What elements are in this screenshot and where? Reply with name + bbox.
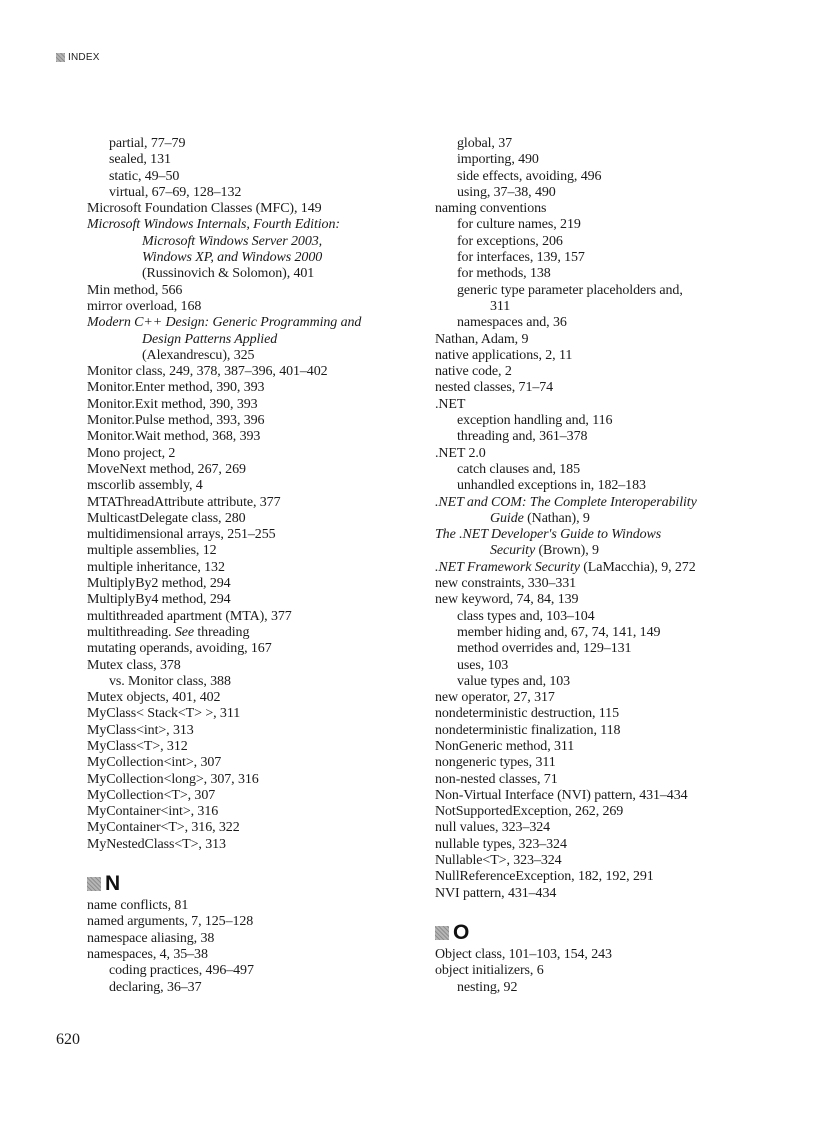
index-entry: multiple assemblies, 12 [87,543,217,559]
index-entry: nondeterministic finalization, 118 [435,722,621,738]
index-entry: Nathan, Adam, 9 [435,331,529,347]
index-entry: Nullable<T>, 323–324 [435,853,562,869]
index-entry: Mutex class, 378 [87,657,181,673]
section-letter-n [87,871,397,897]
index-entry: for culture names, 219 [457,217,581,233]
index-entry: static, 49–50 [109,168,180,184]
index-entry: MyNestedClass<T>, 313 [87,836,226,852]
index-entry: global, 37 [457,136,512,151]
index-entry: .NET 2.0 [435,445,486,461]
index-entry: method overrides and, 129–131 [457,641,632,657]
index-entry: threading and, 361–378 [457,429,588,445]
index-entry: Design Patterns Applied [142,331,278,347]
index-entry: nongeneric types, 311 [435,755,556,771]
index-group-m [87,136,397,853]
index-column-right [435,136,735,996]
index-entry: Min method, 566 [87,282,183,298]
index-group-n [87,898,397,996]
index-entry: for interfaces, 139, 157 [457,250,585,266]
index-entry: for exceptions, 206 [457,233,563,249]
section-marker-icon [87,877,101,891]
index-entry: native code, 2 [435,364,512,380]
index-entry: nullable types, 323–324 [435,836,567,852]
index-entry: .NET [435,396,466,412]
index-entry: .NET and COM: The Complete Interoperability [435,494,697,510]
index-entry: multithreaded apartment (MTA), 377 [87,608,292,624]
index-entry: MyContainer<int>, 316 [87,804,219,820]
index-entry: NonGeneric method, 311 [435,738,575,754]
index-entry: generic type parameter placeholders and, [457,282,683,298]
index-entry: Mono project, 2 [87,445,176,461]
page-number: 620 [56,1031,80,1048]
index-entry: new constraints, 330–331 [435,576,577,592]
index-entry: importing, 490 [457,152,539,168]
index-entry: Non-Virtual Interface (NVI) pattern, 431–434 [435,787,688,803]
index-entry: named arguments, 7, 125–128 [87,914,254,930]
index-entry: Windows XP, and Windows 2000 [142,250,323,266]
index-entry: 311 [490,298,511,314]
index-entry: name conflicts, 81 [87,898,189,914]
index-entry: Monitor.Pulse method, 393, 396 [87,413,265,429]
index-entry: object initializers, 6 [435,963,544,979]
index-entry: MyCollection<long>, 307, 316 [87,771,259,787]
index-entry: multidimensional arrays, 251–255 [87,527,276,543]
index-entry: native applications, 2, 11 [435,347,573,363]
index-entry: MulticastDelegate class, 280 [87,510,246,526]
index-entry: Monitor.Enter method, 390, 393 [87,380,265,396]
index-entry: sealed, 131 [109,152,171,168]
index-entry: class types and, 103–104 [457,608,595,624]
index-entry: Monitor.Exit method, 390, 393 [87,396,258,412]
running-header [56,52,100,63]
index-entry: Monitor class, 249, 378, 387–396, 401–402 [87,364,328,380]
section-letter-label: N [105,872,121,896]
index-entry: mirror overload, 168 [87,298,202,314]
index-entry: (Russinovich & Solomon), 401 [142,266,315,282]
index-column-left [87,136,397,996]
index-entry: exception handling and, 116 [457,413,613,429]
index-entry: nested classes, 71–74 [435,380,554,396]
index-entry: unhandled exceptions in, 182–183 [457,478,646,494]
index-entry: namespace aliasing, 38 [87,930,215,946]
index-entry: partial, 77–79 [109,136,186,151]
section-marker-icon [435,926,449,940]
index-entry: MyCollection<T>, 307 [87,787,216,803]
index-entry: for methods, 138 [457,266,551,282]
index-entry: NVI pattern, 431–434 [435,885,557,901]
index-entry: MultiplyBy2 method, 294 [87,576,231,592]
index-entry: nondeterministic destruction, 115 [435,706,619,722]
index-entry: The .NET Developer's Guide to Windows [435,527,662,543]
index-entry: non-nested classes, 71 [435,771,558,787]
index-entry: declaring, 36–37 [109,979,202,995]
index-entry: catch clauses and, 185 [457,461,580,477]
index-entry: Security (Brown), 9 [490,543,599,559]
index-entry: MyClass< Stack<T> >, 311 [87,706,241,722]
index-entry: MyContainer<T>, 316, 322 [87,820,240,836]
index-entry: (Alexandrescu), 325 [142,347,255,363]
index-entry: MyClass<int>, 313 [87,722,194,738]
index-entry: NullReferenceException, 182, 192, 291 [435,869,654,885]
index-entry: uses, 103 [457,657,509,673]
index-entry: virtual, 67–69, 128–132 [109,184,242,200]
index-entry: mscorlib assembly, 4 [87,478,203,494]
index-entry: using, 37–38, 490 [457,184,556,200]
section-marker-icon [56,53,65,62]
index-entry: MyCollection<int>, 307 [87,755,222,771]
index-entry: new keyword, 74, 84, 139 [435,592,579,608]
index-entry: member hiding and, 67, 74, 141, 149 [457,624,661,640]
index-entry: side effects, avoiding, 496 [457,168,602,184]
index-entry: Monitor.Wait method, 368, 393 [87,429,261,445]
index-entry: coding practices, 496–497 [109,963,254,979]
index-entry: nesting, 92 [457,979,518,995]
index-entry: Object class, 101–103, 154, 243 [435,946,612,962]
index-group-o [435,947,735,996]
index-entry: MultiplyBy4 method, 294 [87,592,231,608]
index-entry: naming conventions [435,201,547,217]
section-letter-o [435,920,735,946]
index-entry: Microsoft Windows Internals, Fourth Edition: [87,217,340,233]
index-entry: MoveNext method, 267, 269 [87,461,246,477]
index-entry: new operator, 27, 317 [435,690,555,706]
index-entry: vs. Monitor class, 388 [109,673,231,689]
section-letter-label: O [453,920,470,944]
index-entry: Microsoft Windows Server 2003, [142,233,323,249]
index-entry: mutating operands, avoiding, 167 [87,641,272,657]
index-entry: MTAThreadAttribute attribute, 377 [87,494,281,510]
index-entry: Microsoft Foundation Classes (MFC), 149 [87,201,322,217]
index-entry: NotSupportedException, 262, 269 [435,804,624,820]
index-entry: Guide (Nathan), 9 [490,510,590,526]
index-entry: MyClass<T>, 312 [87,738,188,754]
running-header-label: INDEX [68,52,100,63]
index-entry: .NET Framework Security (LaMacchia), 9, 272 [435,559,696,575]
index-entry: multithreading. See threading [87,624,250,640]
index-entry: namespaces, 4, 35–38 [87,946,208,962]
index-entry: Mutex objects, 401, 402 [87,690,221,706]
index-entry: multiple inheritance, 132 [87,559,225,575]
index-entry: null values, 323–324 [435,820,551,836]
index-entry: namespaces and, 36 [457,315,567,331]
index-entry: Modern C++ Design: Generic Programming and [87,315,362,331]
index-entry: value types and, 103 [457,673,571,689]
index-group-n-continued [435,136,735,902]
